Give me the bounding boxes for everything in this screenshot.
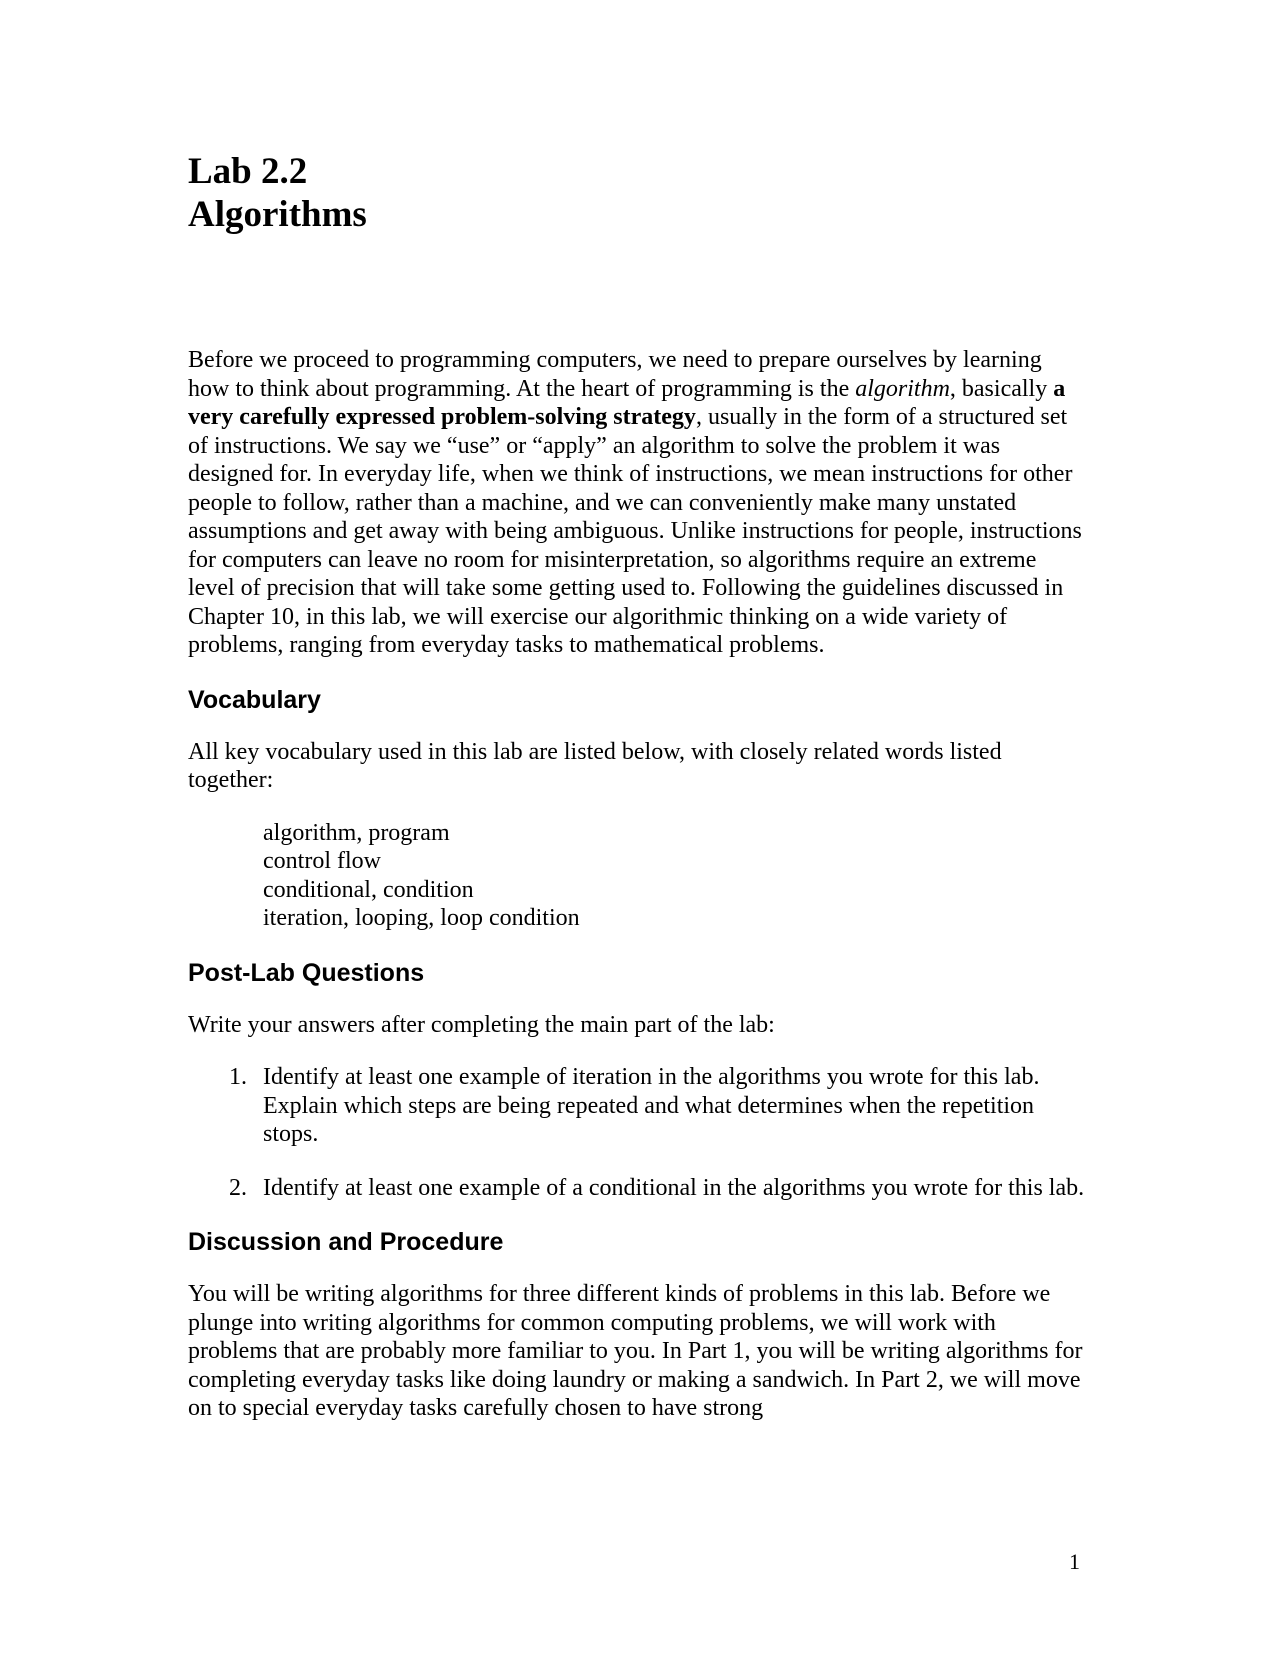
discussion-heading: Discussion and Procedure (188, 1228, 504, 1256)
intro-bold-definition: a very carefully expressed problem-solving strategy (188, 375, 1066, 430)
post-lab-question-list (188, 1063, 1088, 1202)
intro-text-end: , usually in the form of a structured set of instructions. We say we “use” or “apply” an algorithm to solve the problem it was designed for. In everyday life, when we think of instructions, we mean instructions for other people to follow, rather than a machine, and we can conveniently make many unstated assumptions and get away with being ambiguous. Unlike instructions for people, instructions for computers can leave no room for misinterpretation, so algorithms require an extreme level of precision that will take some getting used to. Following the guidelines discussed in Chapter 10, in this lab, we will exercise our algorithmic thinking on a wide variety of problems, ranging from everyday tasks to mathematical problems. (188, 404, 1082, 658)
intro-paragraph (188, 346, 1088, 660)
vocabulary-item: control flow (263, 848, 381, 874)
post-lab-heading: Post-Lab Questions (188, 958, 425, 987)
lab-name: Algorithms (188, 194, 367, 235)
question-number: 2. (229, 1174, 247, 1201)
vocabulary-list (263, 819, 1088, 933)
lab-title (188, 150, 1088, 236)
vocabulary-item: conditional, condition (263, 876, 474, 903)
vocabulary-item: iteration, looping, loop condition (263, 905, 580, 931)
page-content (188, 150, 1088, 1423)
page-number: 1 (1069, 1549, 1080, 1574)
question-item (188, 1063, 1088, 1149)
post-lab-intro: Write your answers after completing the main part of the lab: (188, 1011, 775, 1038)
vocabulary-intro: All key vocabulary used in this lab are listed below, with closely related words listed together: (188, 738, 1002, 793)
discussion-paragraph: You will be writing algorithms for three different kinds of problems in this lab. Before we plunge into writing algorithms for common computing problems, we will work with problems that are probably more familiar to you. In Part 1, you will be writing algorithms for completing everyday tasks like doing laundry or making a sandwich. In Part 2, we will move on to special everyday tasks carefully chosen to have strong (188, 1281, 1083, 1421)
intro-text-start: Before we proceed to programming computers, we need to prepare ourselves by learning how to think about programming. At the heart of programming is the (188, 347, 1042, 402)
lab-number: Lab 2.2 (188, 151, 308, 192)
vocabulary-item: algorithm, program (263, 819, 450, 846)
question-text: Identify at least one example of a conditional in the algorithms you wrote for this lab. (263, 1174, 1085, 1201)
question-item (188, 1174, 1088, 1203)
intro-italic-term: algorithm (855, 375, 950, 402)
vocabulary-heading: Vocabulary (188, 685, 321, 714)
question-number: 1. (229, 1064, 247, 1090)
intro-text-middle: , basically (949, 375, 1054, 402)
question-text: Identify at least one example of iteration in the algorithms you wrote for this lab. Explain which steps are being repeated and what determines when the repetition stops. (263, 1064, 1040, 1147)
